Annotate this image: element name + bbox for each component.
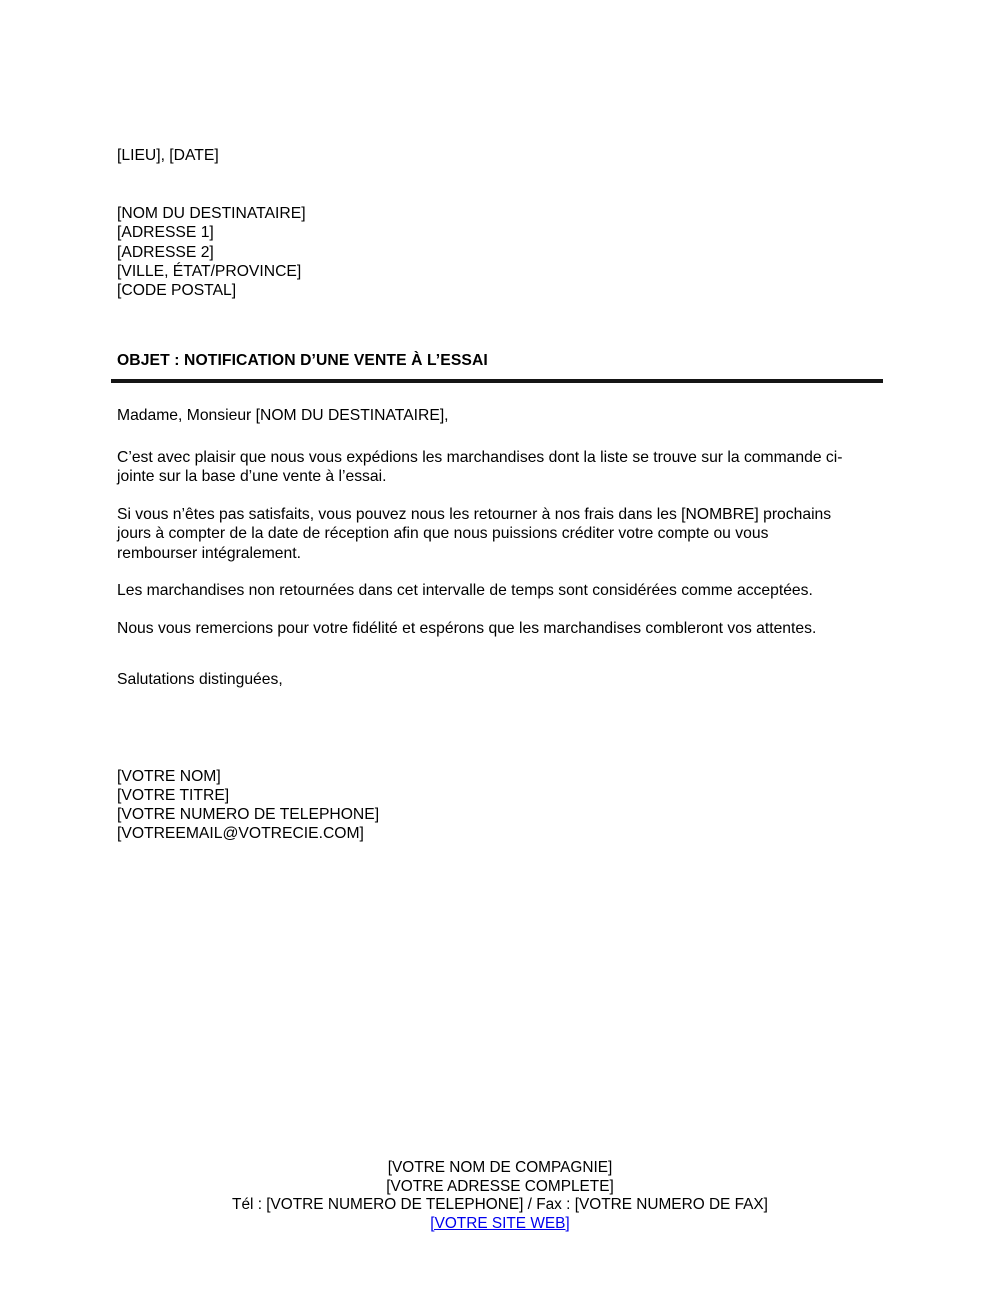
body-paragraph-1 [117,448,883,487]
website-link[interactable]: [VOTRE SITE WEB] [430,1214,570,1232]
date-line: [LIEU], [DATE] [117,147,219,164]
signature-phone: [VOTRE NUMERO DE TELEPHONE] [117,806,380,824]
footer-address: [VOTRE ADRESSE COMPLETE] [386,1177,614,1195]
paragraph-line: rembourser intégralement. [117,544,301,562]
signature-email: [VOTREEMAIL@VOTRECIE.COM] [117,825,364,843]
recipient-name: [NOM DU DESTINATAIRE] [117,205,306,222]
recipient-city-state: [VILLE, ÉTAT/PROVINCE] [117,262,302,280]
paragraph-line: Les marchandises non retournées dans cet intervalle de temps sont considérées comme acceptées. [117,582,813,599]
footer-company: [VOTRE NOM DE COMPAGNIE] [387,1159,613,1176]
subject-divider [111,379,883,383]
recipient-postal-code: [CODE POSTAL] [117,282,237,300]
paragraph-line: jours à compter de la date de réception afin que nous puissions créditer votre compte ou vous [117,525,769,543]
footer-tel-fax: Tél : [VOTRE NUMERO DE TELEPHONE] / Fax : [VOTRE NUMERO DE FAX] [232,1196,768,1213]
letter-footer [0,1159,1000,1233]
body-paragraph-4 [117,619,883,638]
recipient-block [117,204,883,300]
subject-heading: OBJET : NOTIFICATION D’UNE VENTE À L’ESSAI [117,352,488,369]
closing-line: Salutations distinguées, [117,671,283,688]
footer-website-line [0,1215,1000,1234]
paragraph-line: Si vous n’êtes pas satisfaits, vous pouvez nous les retourner à nos frais dans les [NOMBRE] prochains [117,506,832,523]
signature-block [117,767,883,843]
recipient-address2: [ADRESSE 2] [117,243,214,261]
recipient-address1: [ADRESSE 1] [117,224,214,242]
body-paragraph-2 [117,505,883,563]
paragraph-line: Nous vous remercions pour votre fidélité et espérons que les marchandises combleront vos attentes. [117,620,817,637]
signature-name: [VOTRE NOM] [117,768,221,785]
salutation-line: Madame, Monsieur [NOM DU DESTINATAIRE], [117,407,449,424]
paragraph-line: jointe sur la base d’une vente à l’essai. [117,468,387,486]
paragraph-line: C’est avec plaisir que nous vous expédions les marchandises dont la liste se trouve sur la commande ci- [117,449,843,466]
signature-title: [VOTRE TITRE] [117,787,230,805]
body-paragraph-3 [117,581,883,600]
